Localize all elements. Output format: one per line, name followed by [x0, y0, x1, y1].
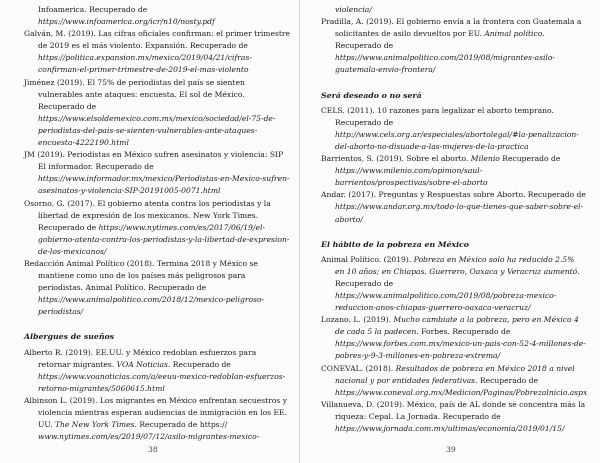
reference-text: . Recuperado de	[167, 359, 231, 369]
reference-italic-text: https://www.milenio.com/opinion/saul-barrientos/prospectivas/sobre-el-aborto	[335, 166, 488, 188]
reference-italic-text: https://www.andar.org.mx/todo-lo-que-tienes-que-saber-sobre-el-aborto/	[335, 202, 584, 224]
reference-text: CELS. (2011). 10 razones para legalizar el aborto temprano. Recuperado de	[321, 105, 554, 127]
reference-text: Lozano, L. (2019).	[321, 315, 394, 325]
reference-italic-text: https://www.animalpolitico.com/2018/12/mexico-peligroso-periodistas/	[38, 295, 265, 317]
references-list-left	[24, 4, 291, 443]
reference-entry	[24, 347, 291, 395]
reference-italic-text: http://www.cels.org.ar/especiales/abortolegal/#la-penalizacion-del-aborto-no-disuade-a-las-mujeres-de-la-practica	[335, 129, 579, 151]
reference-italic-text: Pobreza en México solo ha reducido 2.5% en 10 años; en Chiapas, Guerrero, Oaxaca y Veracruz aumentó.	[335, 254, 580, 276]
reference-italic-text: www.nytimes.com/es/2019/07/12/asilo-migrantes-mexico-	[38, 432, 260, 442]
section-title-aborto: Será deseado o no será	[321, 90, 422, 100]
reference-entry	[321, 254, 586, 314]
reference-entry	[24, 77, 291, 150]
reference-entry	[24, 4, 291, 28]
reference-group-right-1	[321, 4, 586, 77]
reference-text: Barrientos, S. (2019). Sobre el aborto.	[321, 154, 471, 164]
reference-text: Osorno, G. (2017). El gobierno atenta contra los periodistas y la libertad de expresión de los mexicanos. New York Times. Recuperado de	[24, 198, 271, 232]
reference-text: Andar. (2017). Preguntas y Respuestas sobre Aborto. Recuperado de	[321, 190, 586, 200]
reference-italic-text: violencia/	[335, 5, 372, 14]
reference-text: Recuperado de	[335, 278, 394, 288]
reference-italic-text: https://www.informador.mx/mexico/Periodistas-en-Mexico-sufren-asesinatos-y-violencia-SIP-20191005-0071.html	[38, 174, 290, 196]
reference-italic-text: https://www.animalpolitico.com/2019/08/migrantes-asilo-guatemala-envio-frontera/	[335, 53, 555, 75]
reference-italic-text: https://www.forbes.com.mx/mexico-un-pais-con-52-4-millones-de-pobres-y-9-3-millones-en-pobreza-extrema/	[335, 339, 586, 361]
reference-text: Recuperado de	[477, 375, 538, 385]
reference-italic-text: Animal político	[484, 29, 543, 39]
reference-italic-text: Resultados de pobreza en México 2018 a nivel nacional y por entidades federativas.	[335, 363, 575, 385]
reference-entry	[321, 4, 586, 16]
reference-entry	[24, 149, 291, 197]
reference-entry	[321, 105, 586, 153]
section-title-pobreza: El hábito de la pobreza en México	[321, 239, 469, 249]
reference-entry	[321, 314, 586, 362]
reference-entry	[321, 189, 586, 225]
reference-text: . Recuperado de	[335, 29, 545, 51]
reference-italic-text: https://www.coneval.org.mx/Medicion/Paginas/Pobrezalnicio.aspx	[335, 387, 588, 397]
reference-text: Forbes. Recuperado de	[418, 327, 511, 337]
reference-italic-text: VOA Noticias	[116, 359, 168, 369]
reference-text: Infoamerica. Recuperado de	[38, 5, 148, 14]
reference-entry	[321, 363, 586, 399]
reference-entry	[24, 395, 291, 443]
right-page	[301, 0, 600, 463]
reference-text: Albinson L. (2019). Los migrantes en México enfrentan secuestros y violencia mientras esperan audiencias de inmigración en los EE. UU.	[24, 395, 288, 430]
reference-italic-text: https://politica.expansion.mx/mexico/2019/04/21/cifras-confirman-el-primer-trimestre-de-2019-el-mas-violento	[38, 53, 252, 75]
reference-entry	[24, 198, 291, 258]
reference-text: Galván, M. (2019). Las cifras oficiales confirman: el primer trimestre de 2019 es el más violento. Expansión. Recuperado de	[24, 29, 291, 51]
reference-text: Pradilla, A. (2019). El gobierno envía a la frontera con Guatemala a solicitantes de asilo devueltos por EU.	[321, 17, 582, 39]
reference-entry	[321, 399, 586, 435]
reference-text: Villanueva, D. (2019). México, país de AL donde se concentra más la riqueza: Cepal. La Jornada. Recuperado de	[321, 399, 586, 421]
reference-italic-text: https://www.voanoticias.com/a/eeuu-mexico-redoblan-esfuerzos-retorno-migrantes/5060615.html	[38, 371, 286, 393]
reference-entry	[321, 16, 586, 76]
reference-italic-text: Mucho cambiate a la pobreza, pero en México 4 de cada 5 la padecen.	[335, 315, 579, 337]
reference-text: CONEVAL. (2018).	[321, 363, 396, 373]
reference-entry	[24, 28, 291, 76]
reference-group-right-3	[321, 254, 586, 435]
reference-italic-text: The New York Times	[54, 420, 135, 430]
reference-text: Animal Político. (2019).	[321, 254, 414, 264]
reference-entry	[24, 258, 291, 318]
references-list-right	[321, 4, 586, 435]
reference-group-right-2	[321, 105, 586, 226]
page-number-right: 39	[446, 445, 456, 454]
page-number-left: 38	[148, 445, 158, 454]
reference-italic-text: https://www.jornada.com.mx/ultimas/economia/2019/01/15/	[335, 424, 565, 433]
reference-entry	[321, 153, 586, 189]
reference-italic-text: https://www.nytimes.com/es/2017/06/19/el-gobierno-atenta-contra-los-periodistas-y-la-libertad-de-expresion-de-los-mexicanos/	[38, 222, 290, 256]
reference-group-left-2	[24, 347, 291, 444]
reference-text: JM (2019). Periodistas en México sufren asesinatos y violencia: SIP El informador. Recuperado de	[24, 150, 284, 172]
reference-italic-text: Milenio	[470, 154, 500, 164]
reference-text: . Recuperado de https://	[134, 420, 228, 430]
reference-italic-text: https://www.infoamerica.org/icr/n10/nosty.pdf	[38, 17, 215, 27]
reference-text: Alberto R. (2019). EE.UU. y México redoblan esfuerzos para retornar migrantes.	[24, 347, 257, 369]
reference-text: Jiménez (2019). El 75% de periodistas del país se sienten vulnerables ante ataques: encuesta. El sol de México. Recuperado de	[24, 77, 245, 111]
reference-italic-text: https://www.elsoldemexico.com.mx/mexico/sociedad/el-75-de-periodistas-del-pais-se-sienten-vulnerables-ante-ataques-encuesta-4222190.html	[38, 113, 276, 148]
reference-text: Recuperado de	[499, 154, 561, 164]
reference-text: Redacción Animal Político (2018). Termina 2018 y México se mantiene como uno de los países más peligrosos para periodistas. Animal Político. Recuperado de	[24, 258, 258, 293]
reference-italic-text: https://www.animalpolitico.com/2019/08/pobreza-mexico-reduccion-anos-chiapas-guerrero-oaxaca-veracruz/	[335, 290, 557, 313]
section-title-albergues: Albergues de sueños	[24, 332, 115, 342]
reference-group-left-1	[24, 4, 291, 318]
